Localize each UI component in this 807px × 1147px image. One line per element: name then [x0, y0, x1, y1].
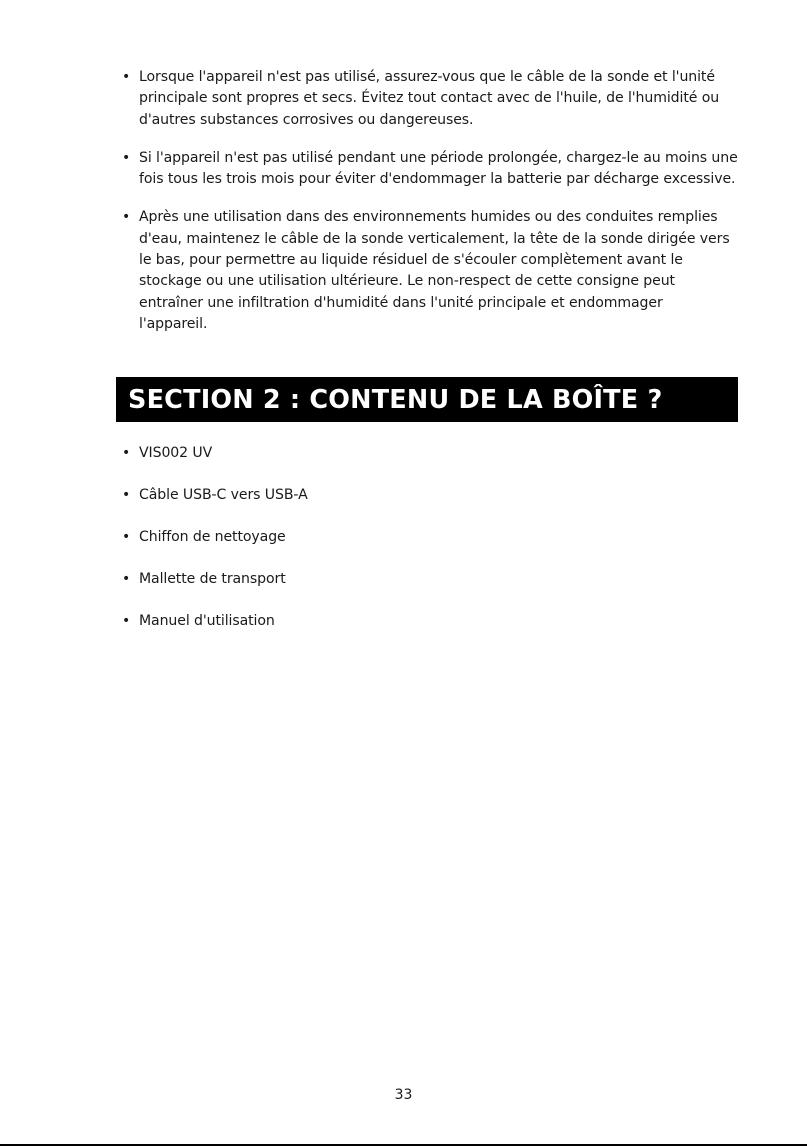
box-content-item: [122, 569, 742, 590]
care-instruction-item: [122, 207, 735, 335]
care-instructions-list: [122, 67, 742, 352]
bullet-icon: •: [122, 612, 131, 629]
care-instruction-text: Si l'appareil n'est pas utilisé pendant une période prolongée, chargez-le au moins une fois tous les trois mois pour éviter d'endommager la batterie par décharge excessive.: [139, 149, 738, 188]
box-content-text: VIS002 UV: [139, 445, 213, 461]
section-header: [116, 377, 738, 422]
box-content-item: [122, 443, 742, 464]
box-content-text: Mallette de transport: [139, 570, 286, 587]
care-instruction-text: Lorsque l'appareil n'est pas utilisé, assurez-vous que le câble de la sonde et l'unité principale sont propres et secs. Évitez tout contact avec de l'huile, de l'humidité ou d'autres substances corrosives ou dangereuses.: [139, 69, 720, 128]
bullet-icon: •: [122, 528, 131, 545]
care-instruction-text: Après une utilisation dans des environnements humides ou des conduites remplies d'eau, maintenez le câble de la sonde verticalement, la tête de la sonde dirigée vers le bas, pour permettre au liquide résiduel de s'écouler complètement avant le stockage ou une utilisation ultérieure. Le non-respect de cette consigne peut entraîner une infiltration d'humidité dans l'unité principale et endommager l'appareil.: [139, 209, 730, 332]
box-content-text: Manuel d'utilisation: [139, 612, 275, 629]
box-content-text: Chiffon de nettoyage: [139, 528, 286, 545]
box-content-item: [122, 527, 742, 548]
bullet-icon: •: [122, 570, 131, 587]
bullet-icon: •: [122, 445, 131, 461]
bullet-icon: •: [122, 69, 131, 85]
page-number: 33: [394, 1087, 413, 1103]
care-instruction-item: [122, 67, 742, 131]
bullet-icon: •: [122, 209, 131, 226]
section-title: SECTION 2 : CONTENU DE LA BOÎTE ?: [128, 385, 663, 415]
box-contents-list: [122, 443, 742, 653]
box-content-text: Câble USB-C vers USB-A: [139, 486, 308, 503]
care-instruction-item: [122, 148, 742, 191]
bottom-divider: [0, 1144, 807, 1146]
box-content-item: [122, 611, 742, 632]
bullet-icon: •: [122, 149, 131, 166]
bullet-icon: •: [122, 486, 131, 503]
box-content-item: [122, 485, 742, 506]
